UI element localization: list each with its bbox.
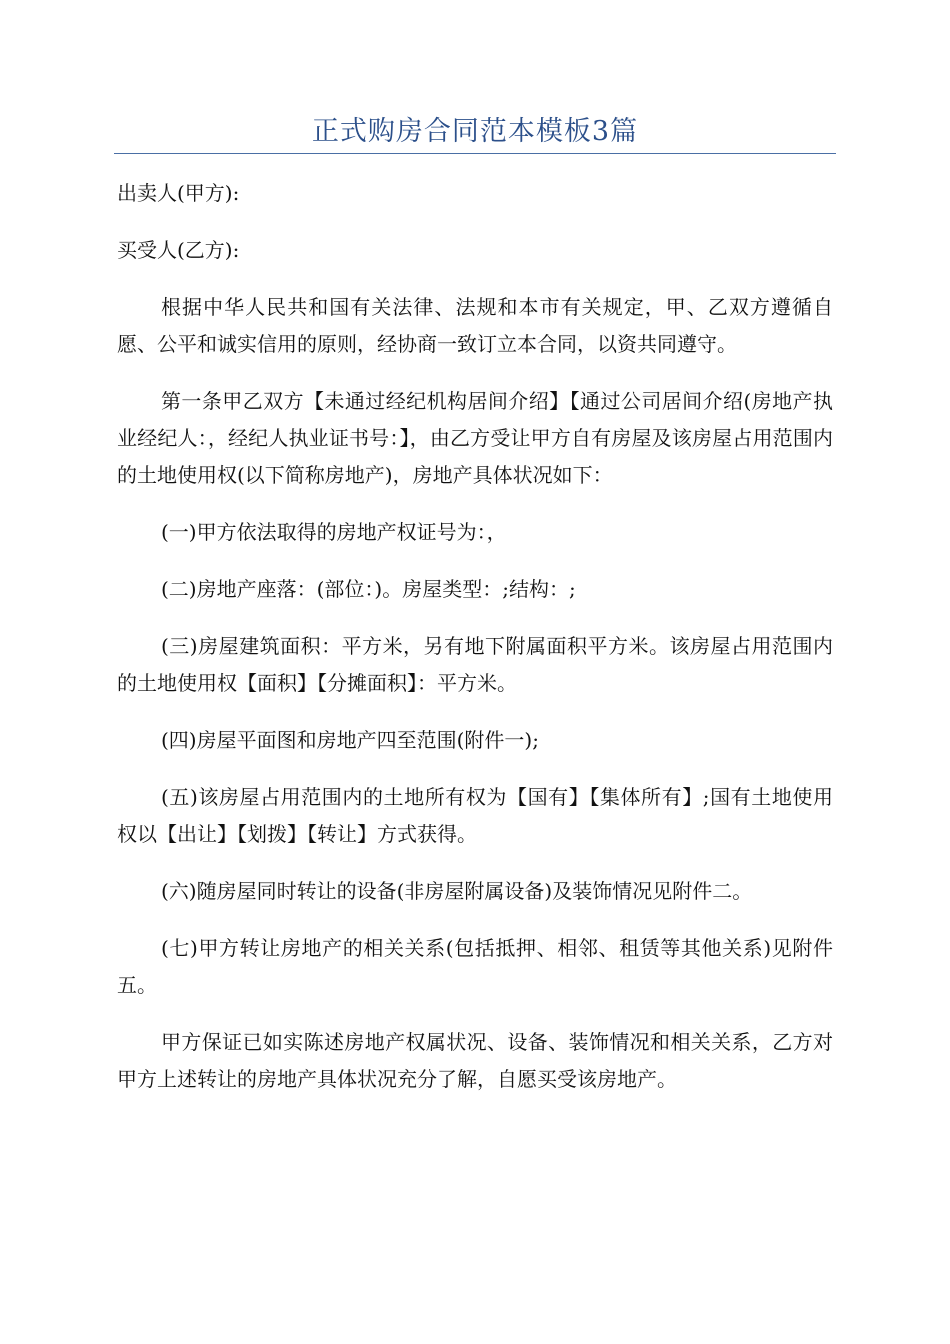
clause-3-paragraph: (三)房屋建筑面积：平方米，另有地下附属面积平方米。该房屋占用范围内的土地使用权【面积】【分摊面积】：平方米。 xyxy=(117,634,833,695)
guarantee-paragraph: 甲方保证已如实陈述房地产权属状况、设备、装饰情况和相关关系，乙方对甲方上述转让的房地产具体状况充分了解，自愿买受该房地产。 xyxy=(117,1030,833,1091)
title-underline xyxy=(114,153,836,154)
preamble-paragraph: 根据中华人民共和国有关法律、法规和本市有关规定，甲、乙双方遵循自愿、公平和诚实信用的原则，经协商一致订立本合同，以资共同遵守。 xyxy=(117,295,833,356)
article-one-paragraph: 第一条甲乙双方【未通过经纪机构居间介绍】【通过公司居间介绍(房地产执业经纪人：，经纪人执业证书号：】，由乙方受让甲方自有房屋及该房屋占用范围内的土地使用权(以下简称房地产)，房地产具体状况如下： xyxy=(117,389,833,487)
clause-1-paragraph: (一)甲方依法取得的房地产权证号为：， xyxy=(161,520,507,544)
clause-4-paragraph: (四)房屋平面图和房地产四至范围(附件一); xyxy=(161,728,539,752)
document-title: 正式购房合同范本模板3篇 xyxy=(311,116,639,147)
seller-line: 出卖人(甲方): xyxy=(117,181,240,205)
clause-7-paragraph: (七)甲方转让房地产的相关关系(包括抵押、相邻、租赁等其他关系)见附件五。 xyxy=(117,936,833,997)
document-body xyxy=(117,175,833,1118)
buyer-line: 买受人(乙方): xyxy=(117,238,240,262)
clause-6-paragraph: (六)随房屋同时转让的设备(非房屋附属设备)及装饰情况见附件二。 xyxy=(161,879,753,903)
clause-2-paragraph: (二)房地产座落：(部位：)。房屋类型：;结构：; xyxy=(161,577,576,601)
clause-5-paragraph: (五)该房屋占用范围内的土地所有权为【国有】【集体所有】;国有土地使用权以【出让】【划拨】【转让】方式获得。 xyxy=(117,785,833,846)
